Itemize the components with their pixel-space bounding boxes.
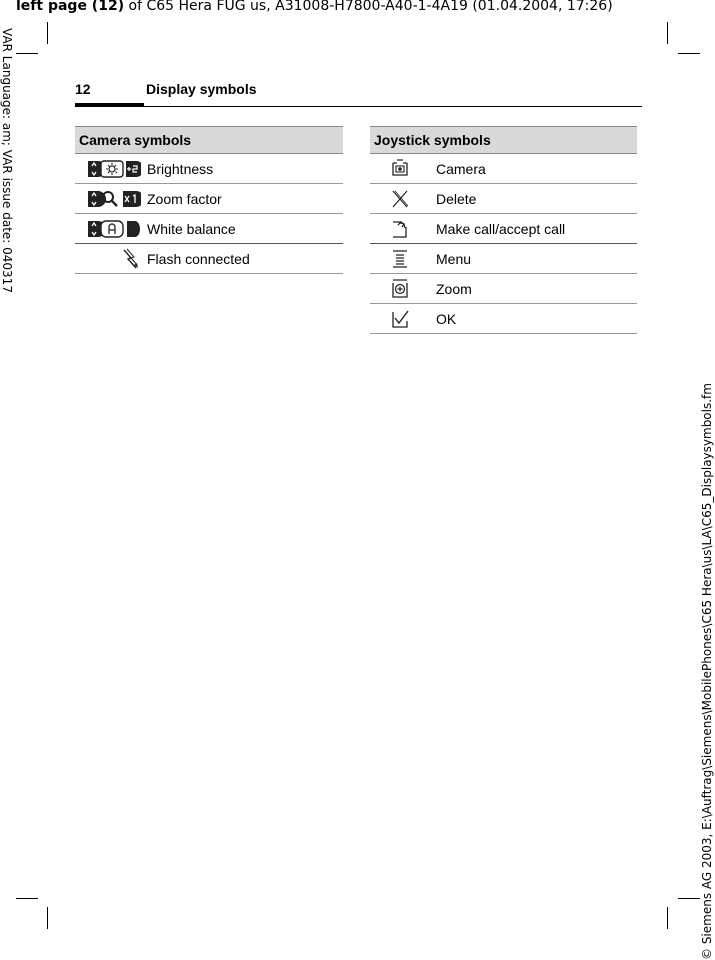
flash-connected-icon — [121, 248, 141, 270]
menu-icon — [391, 249, 409, 269]
zoom-factor-icon — [87, 189, 141, 209]
section-title: Display symbols — [146, 81, 257, 97]
make-call-icon — [391, 219, 409, 239]
white-balance-icon — [87, 219, 141, 239]
crop-mark — [47, 907, 48, 929]
joystick-symbols-table — [370, 126, 637, 334]
camera-symbol-label: Zoom factor — [145, 184, 343, 214]
crop-mark — [47, 22, 48, 44]
joystick-symbol-label: Camera — [434, 154, 637, 184]
table-row — [370, 184, 637, 214]
print-header — [16, 0, 715, 14]
table-row — [75, 214, 343, 244]
table-row — [370, 304, 637, 334]
camera-icon — [391, 159, 409, 179]
joystick-symbol-label: Zoom — [434, 274, 637, 304]
table-row — [75, 184, 343, 214]
table-row — [370, 154, 637, 184]
crop-mark — [667, 22, 668, 44]
camera-symbols-table — [75, 126, 343, 274]
crop-mark — [678, 898, 700, 899]
page-number: 12 — [75, 81, 91, 97]
brightness-icon — [87, 159, 141, 179]
joystick-symbol-label: Menu — [434, 244, 637, 274]
print-header-bold: left page (12) — [16, 0, 125, 14]
table-row — [75, 154, 343, 184]
header-rule — [75, 106, 642, 107]
table-row — [370, 244, 637, 274]
zoom-icon — [391, 279, 409, 299]
joystick-symbol-label: OK — [434, 304, 637, 334]
camera-symbol-label: Flash connected — [145, 244, 343, 274]
joystick-symbol-label: Delete — [434, 184, 637, 214]
side-language-info: VAR Language: am; VAR issue date: 040317 — [0, 28, 14, 293]
camera-symbol-label: White balance — [145, 214, 343, 244]
table-row — [370, 274, 637, 304]
crop-mark — [678, 53, 700, 54]
joystick-table-header: Joystick symbols — [370, 127, 637, 154]
joystick-symbol-label: Make call/accept call — [434, 214, 637, 244]
crop-mark — [16, 898, 38, 899]
camera-symbol-label: Brightness — [145, 154, 343, 184]
delete-icon — [391, 189, 409, 209]
table-row — [370, 214, 637, 244]
crop-mark — [667, 907, 668, 929]
camera-table-header: Camera symbols — [75, 127, 343, 154]
crop-mark — [16, 53, 38, 54]
table-row — [75, 244, 343, 274]
ok-icon — [391, 309, 409, 329]
print-header-rest: of C65 Hera FUG us, A31008-H7800-A40-1-4A19 (01.04.2004, 17:26) — [124, 0, 613, 14]
side-copyright-path: © Siemens AG 2003, E:\Auftrag\Siemens\MobilePhones\C65 Hera\us\LA\C65_Displaysymbols.fm — [700, 383, 714, 960]
